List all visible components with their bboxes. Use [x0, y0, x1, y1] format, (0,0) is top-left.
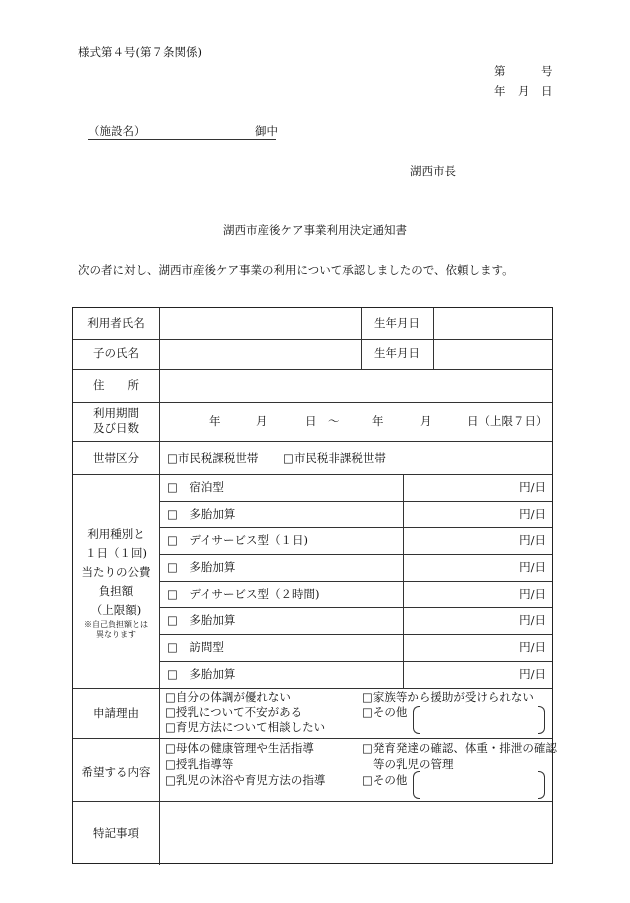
form-number: 様式第４号(第７条関係)	[78, 45, 202, 59]
wish-option-other[interactable]: □その他	[362, 773, 408, 787]
usage-label-line5: （上限額)	[90, 603, 142, 617]
intro-text: 次の者に対し、湖西市産後ケア事業の利用について承認しましたので、依頼します。	[78, 263, 514, 277]
user-birthdate-label: 生年月日	[374, 316, 420, 330]
onchu-label: 御中	[255, 124, 278, 138]
document-title: 湖西市産後ケア事業利用決定通知書	[223, 223, 407, 237]
period-start-day: 日	[305, 414, 317, 428]
usage-row-name[interactable]: □ 多胎加算	[167, 667, 236, 681]
child-name-label: 子の氏名	[93, 346, 139, 360]
usage-note-line2: 異なります	[96, 630, 136, 639]
period-start-year: 年	[209, 414, 221, 428]
usage-row-unit: 円/日	[519, 480, 546, 494]
period-start-month: 月	[256, 414, 268, 428]
usage-row-unit: 円/日	[519, 560, 546, 574]
remarks-label: 特記事項	[93, 826, 139, 840]
period-tilde: ～	[328, 414, 340, 428]
usage-row-unit: 円/日	[519, 613, 546, 627]
reason-other-bracket-left	[413, 706, 420, 734]
usage-row-name[interactable]: □ 多胎加算	[167, 613, 236, 627]
facility-name-label: （施設名）	[88, 124, 146, 138]
usage-row-unit: 円/日	[519, 640, 546, 654]
period-end-year: 年	[372, 414, 384, 428]
usage-row-name[interactable]: □ 多胎加算	[167, 560, 236, 574]
date-month-label: 月	[518, 84, 530, 98]
usage-label-line4: 負担額	[98, 584, 134, 598]
household-label: 世帯区分	[93, 451, 139, 465]
usage-row-unit: 円/日	[519, 667, 546, 681]
usage-row-unit: 円/日	[519, 533, 546, 547]
wish-option-continued: 等の乳児の管理	[373, 757, 454, 771]
wish-option[interactable]: □乳児の沐浴や育児方法の指導	[165, 773, 326, 787]
date-day-label: 日	[541, 84, 553, 98]
address-label: 住 所	[93, 378, 139, 392]
reason-other-bracket-right	[538, 706, 545, 734]
usage-label-line1: 利用種別と	[87, 527, 145, 541]
wish-label: 希望する内容	[81, 765, 151, 779]
wish-option[interactable]: □授乳指導等	[165, 757, 234, 771]
application-table	[72, 307, 557, 864]
document-number-label: 第	[494, 64, 506, 78]
reason-option[interactable]: □育児方法について相談したい	[165, 720, 326, 734]
usage-label-line2: １日（１回)	[85, 546, 147, 560]
usage-row-name[interactable]: □ 多胎加算	[167, 507, 236, 521]
usage-note-line1: ※自己負担額とは	[84, 620, 148, 629]
usage-row-unit: 円/日	[519, 587, 546, 601]
usage-row-name[interactable]: □ 訪問型	[167, 640, 224, 654]
household-option-taxed[interactable]: □市民税課税世帯	[167, 451, 259, 465]
usage-row-unit: 円/日	[519, 507, 546, 521]
child-birthdate-label: 生年月日	[374, 346, 420, 360]
usage-label-line3: 当たりの公費	[81, 565, 151, 579]
sender-name: 湖西市長	[410, 164, 456, 178]
period-label-line1: 利用期間	[93, 406, 139, 420]
household-option-nontaxed[interactable]: □市民税非課税世帯	[283, 451, 386, 465]
wish-other-bracket-right	[538, 771, 545, 799]
date-year-label: 年	[494, 84, 506, 98]
user-name-label: 利用者氏名	[87, 316, 145, 330]
period-end-day: 日（上限７日）	[467, 414, 548, 428]
usage-row-name[interactable]: □ デイサービス型（１日)	[167, 533, 309, 547]
document-number-suffix: 号	[541, 64, 553, 78]
reason-option[interactable]: □家族等から援助が受けられない	[362, 690, 534, 704]
reason-option[interactable]: □授乳について不安がある	[165, 705, 303, 719]
usage-row-name[interactable]: □ 宿泊型	[167, 480, 224, 494]
wish-option[interactable]: □発育発達の確認、体重・排泄の確認	[362, 741, 557, 755]
wish-option[interactable]: □母体の健康管理や生活指導	[165, 741, 314, 755]
period-label-line2: 及び日数	[93, 421, 139, 435]
reason-option-other[interactable]: □その他	[362, 705, 408, 719]
usage-row-name[interactable]: □ デイサービス型（２時間)	[167, 587, 320, 601]
period-end-month: 月	[420, 414, 432, 428]
reason-label: 申請理由	[93, 706, 139, 720]
recipient-underline	[88, 139, 276, 140]
wish-other-bracket-left	[413, 771, 420, 799]
reason-option[interactable]: □自分の体調が優れない	[165, 690, 291, 704]
